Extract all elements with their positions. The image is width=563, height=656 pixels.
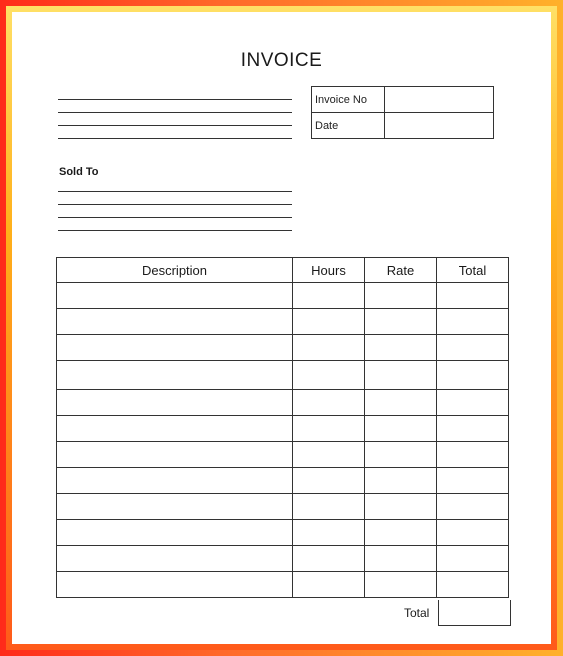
table-row — [57, 416, 509, 442]
total-cell[interactable] — [437, 494, 509, 520]
rate-cell[interactable] — [365, 416, 437, 442]
hours-cell[interactable] — [293, 283, 365, 309]
table-row — [57, 494, 509, 520]
hours-cell[interactable] — [293, 361, 365, 390]
hours-cell[interactable] — [293, 416, 365, 442]
grand-total-field[interactable] — [438, 600, 511, 626]
description-cell[interactable] — [57, 335, 293, 361]
description-cell[interactable] — [57, 283, 293, 309]
description-cell[interactable] — [57, 572, 293, 598]
hours-cell[interactable] — [293, 335, 365, 361]
rate-cell[interactable] — [365, 390, 437, 416]
total-cell[interactable] — [437, 468, 509, 494]
description-cell[interactable] — [57, 416, 293, 442]
sold-to-label: Sold To — [59, 166, 99, 178]
hours-cell[interactable] — [293, 442, 365, 468]
from-address-line[interactable] — [58, 125, 292, 126]
rate-cell[interactable] — [365, 442, 437, 468]
total-cell[interactable] — [437, 572, 509, 598]
description-cell[interactable] — [57, 468, 293, 494]
hours-cell[interactable] — [293, 309, 365, 335]
invoice-no-label: Invoice No — [312, 87, 385, 113]
sold-to-line[interactable] — [58, 230, 292, 231]
total-cell[interactable] — [437, 309, 509, 335]
from-address-line[interactable] — [58, 99, 292, 100]
sold-to-line[interactable] — [58, 204, 292, 205]
total-cell[interactable] — [437, 361, 509, 390]
from-address-line[interactable] — [58, 112, 292, 113]
invoice-meta-table — [311, 86, 494, 139]
header-total: Total — [437, 258, 509, 283]
description-cell[interactable] — [57, 442, 293, 468]
table-row — [57, 390, 509, 416]
description-cell[interactable] — [57, 361, 293, 390]
table-row — [57, 283, 509, 309]
description-cell[interactable] — [57, 309, 293, 335]
date-label: Date — [312, 113, 385, 139]
total-cell[interactable] — [437, 546, 509, 572]
header-rate: Rate — [365, 258, 437, 283]
date-row — [312, 113, 494, 139]
rate-cell[interactable] — [365, 283, 437, 309]
table-row — [57, 442, 509, 468]
sold-to-line[interactable] — [58, 191, 292, 192]
total-cell[interactable] — [437, 390, 509, 416]
rate-cell[interactable] — [365, 546, 437, 572]
invoice-title: INVOICE — [240, 50, 323, 71]
rate-cell[interactable] — [365, 494, 437, 520]
total-cell[interactable] — [437, 416, 509, 442]
rate-cell[interactable] — [365, 468, 437, 494]
sold-to-line[interactable] — [58, 217, 292, 218]
header-hours: Hours — [293, 258, 365, 283]
table-row — [57, 468, 509, 494]
table-header-row — [57, 258, 509, 283]
rate-cell[interactable] — [365, 361, 437, 390]
header-description: Description — [57, 258, 293, 283]
total-cell[interactable] — [437, 335, 509, 361]
rate-cell[interactable] — [365, 335, 437, 361]
hours-cell[interactable] — [293, 468, 365, 494]
total-cell[interactable] — [437, 520, 509, 546]
rate-cell[interactable] — [365, 309, 437, 335]
table-row — [57, 361, 509, 390]
description-cell[interactable] — [57, 494, 293, 520]
hours-cell[interactable] — [293, 546, 365, 572]
total-cell[interactable] — [437, 283, 509, 309]
line-items-table — [56, 257, 509, 598]
date-field[interactable] — [385, 113, 494, 139]
hours-cell[interactable] — [293, 520, 365, 546]
table-row — [57, 520, 509, 546]
description-cell[interactable] — [57, 546, 293, 572]
table-row — [57, 546, 509, 572]
hours-cell[interactable] — [293, 494, 365, 520]
total-cell[interactable] — [437, 442, 509, 468]
rate-cell[interactable] — [365, 520, 437, 546]
hours-cell[interactable] — [293, 572, 365, 598]
invoice-no-row — [312, 87, 494, 113]
table-row — [57, 309, 509, 335]
from-address-line[interactable] — [58, 138, 292, 139]
grand-total-label: Total — [404, 606, 430, 620]
invoice-no-field[interactable] — [385, 87, 494, 113]
table-row — [57, 572, 509, 598]
description-cell[interactable] — [57, 390, 293, 416]
description-cell[interactable] — [57, 520, 293, 546]
table-row — [57, 335, 509, 361]
hours-cell[interactable] — [293, 390, 365, 416]
rate-cell[interactable] — [365, 572, 437, 598]
